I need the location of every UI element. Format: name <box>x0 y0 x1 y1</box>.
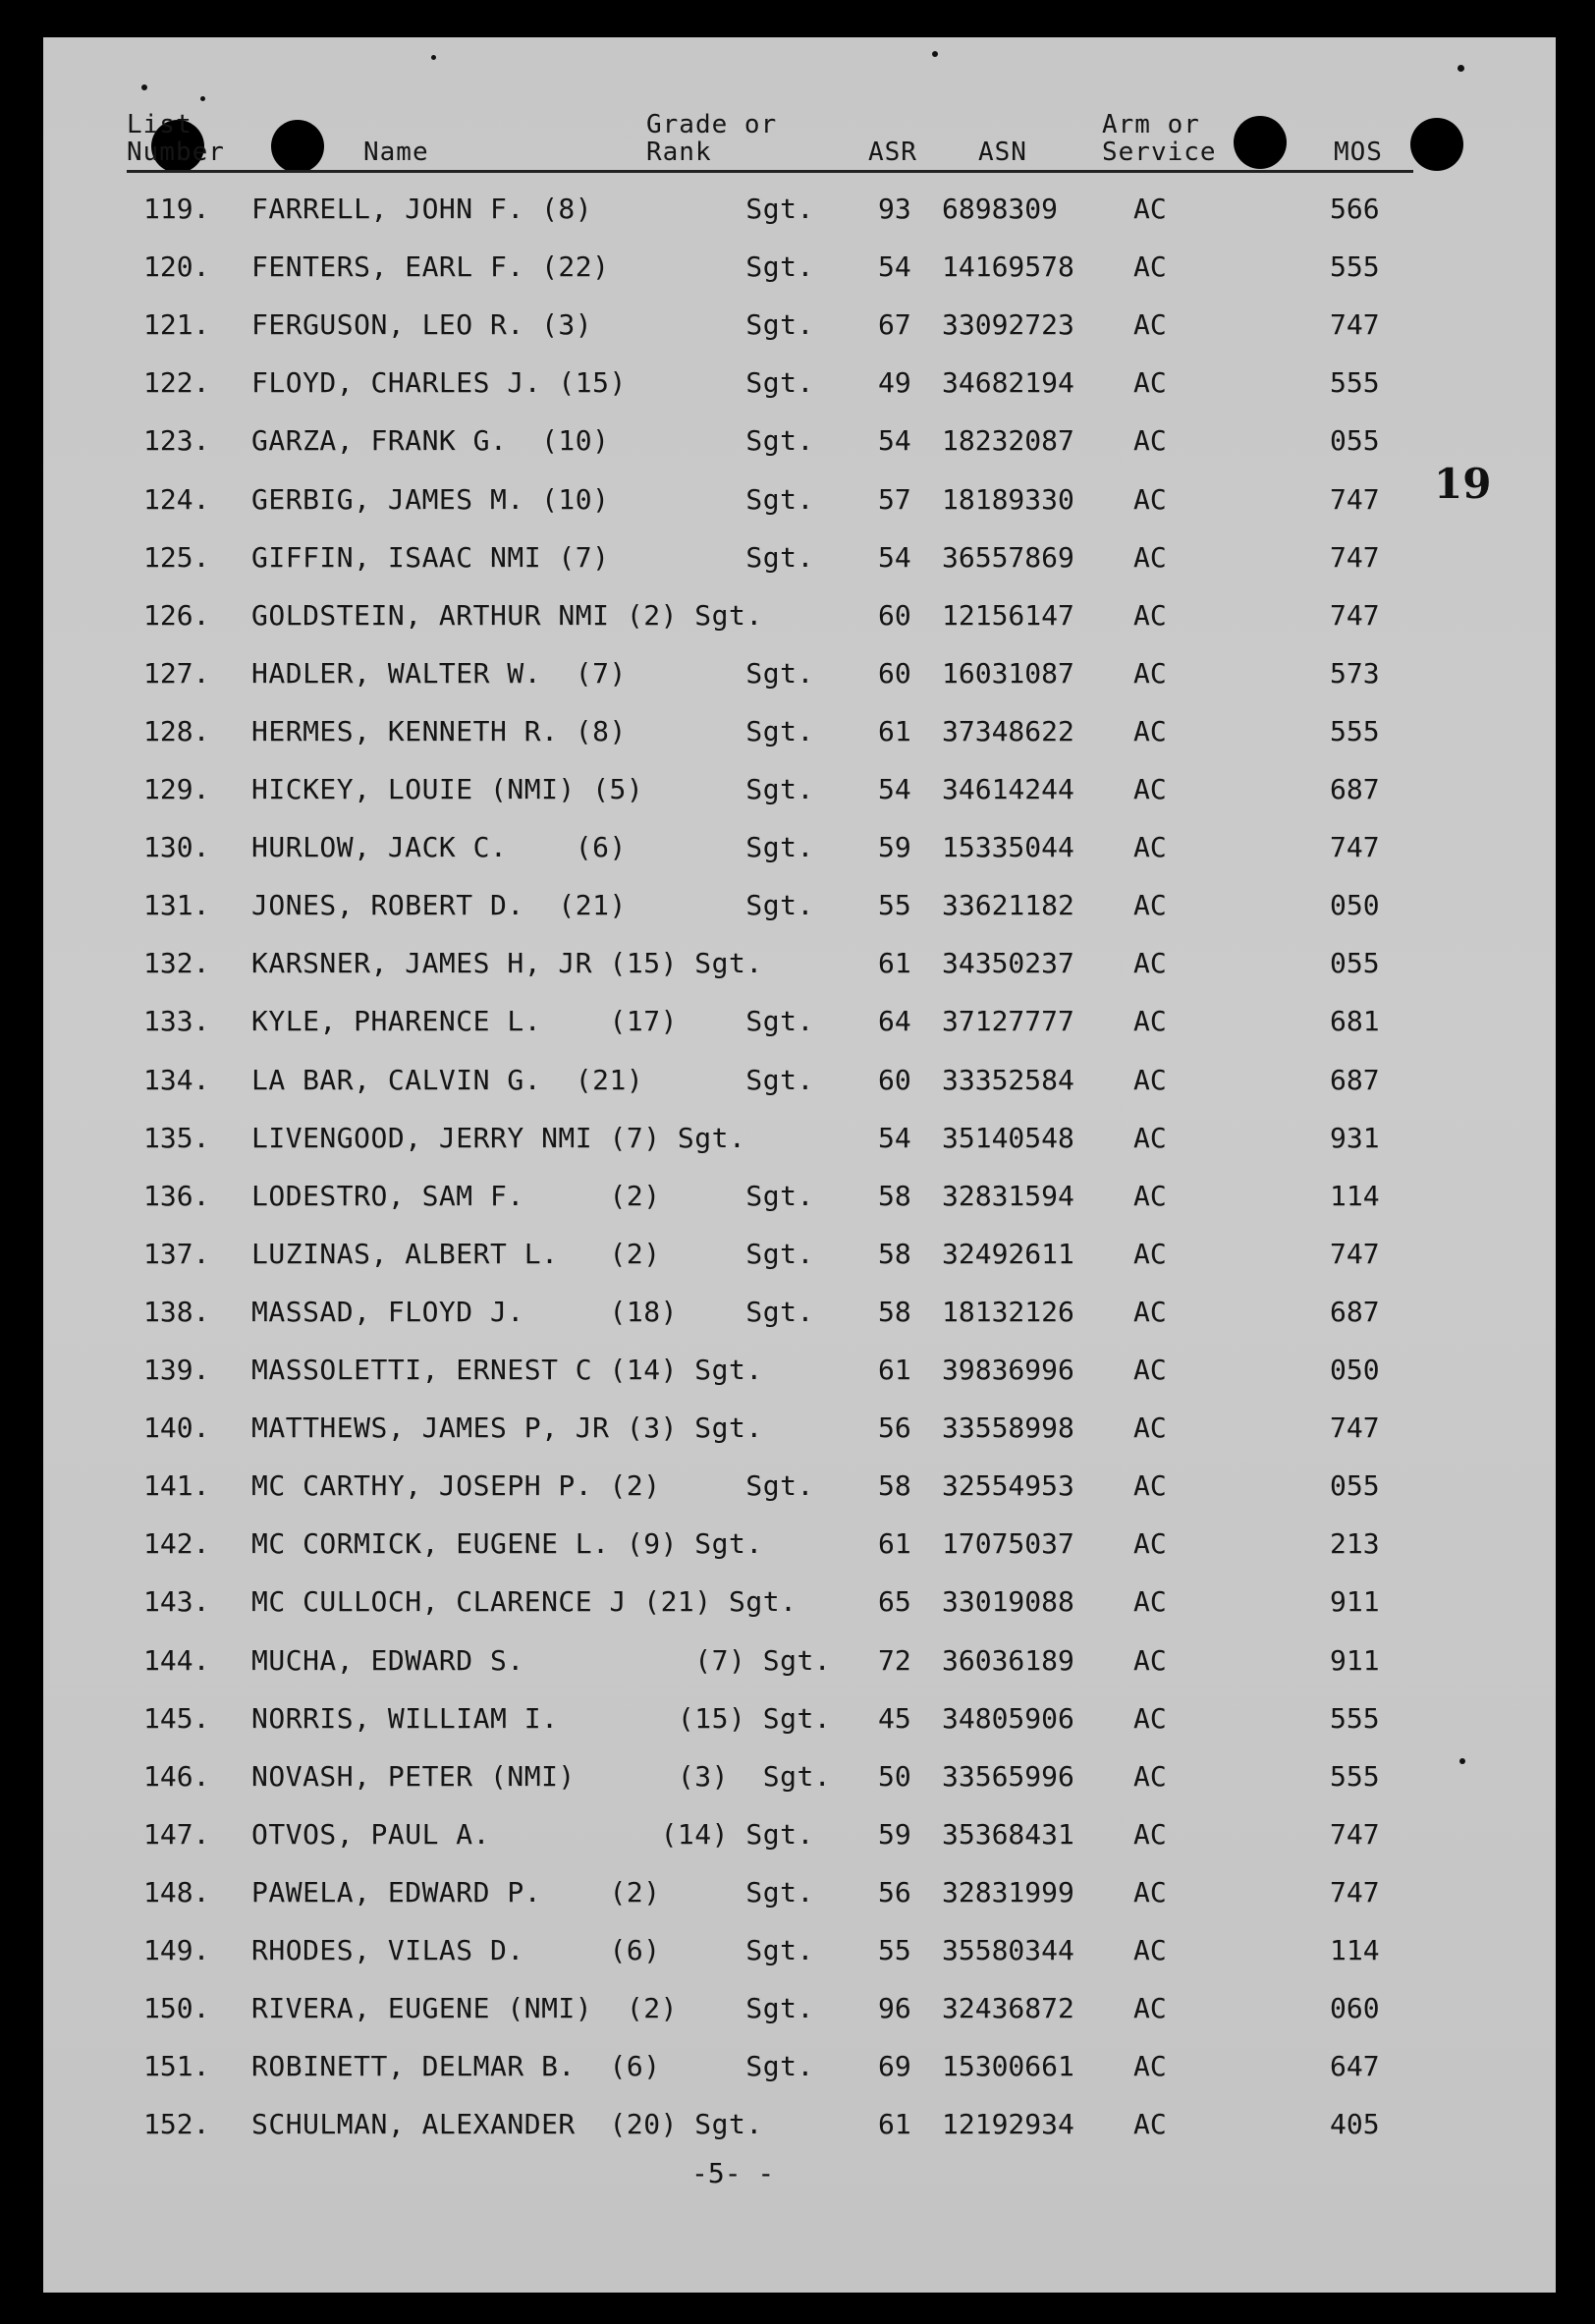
list-number: 145. <box>143 1701 210 1735</box>
asr-value: 59 <box>878 1817 911 1851</box>
asn-value: 32436872 <box>942 1992 1074 2025</box>
person-name-grade: FARRELL, JOHN F. (8) Sgt. <box>251 193 814 225</box>
asr-value: 61 <box>878 1527 911 1561</box>
arm-service: AC <box>1133 482 1167 516</box>
table-row <box>43 366 1556 406</box>
asn-value: 34350237 <box>942 947 1074 980</box>
person-name-grade: GARZA, FRANK G. (10) Sgt. <box>251 424 814 458</box>
table-row <box>43 1122 1556 1161</box>
header-rule <box>127 170 1413 173</box>
mos-code: 055 <box>1330 1469 1380 1503</box>
table-row <box>43 1064 1556 1103</box>
arm-service: AC <box>1133 1701 1167 1735</box>
arm-service: AC <box>1133 366 1167 400</box>
asr-value: 54 <box>878 773 911 805</box>
list-number: 134. <box>143 1063 210 1096</box>
arm-service: AC <box>1133 1585 1167 1619</box>
asn-value: 33092723 <box>942 308 1074 342</box>
table-row <box>43 1527 1556 1567</box>
header-arm-line1: Arm or <box>1102 110 1200 139</box>
asn-value: 32831999 <box>942 1875 1074 1909</box>
asr-value: 67 <box>878 308 911 342</box>
asr-value: 61 <box>878 714 911 747</box>
arm-service: AC <box>1133 1237 1167 1270</box>
person-name-grade: HICKEY, LOUIE (NMI) (5) Sgt. <box>251 773 814 805</box>
person-name-grade: NOVASH, PETER (NMI) (3) Sgt. <box>251 1759 832 1793</box>
asn-value: 15335044 <box>942 831 1074 864</box>
person-name-grade: FLOYD, CHARLES J. (15) Sgt. <box>251 366 814 400</box>
table-row <box>43 250 1556 290</box>
list-number: 148. <box>143 1875 210 1909</box>
asr-value: 96 <box>878 1992 911 2025</box>
asn-value: 37348622 <box>942 714 1074 747</box>
asn-value: 33565996 <box>942 1759 1074 1793</box>
person-name-grade: HADLER, WALTER W. (7) Sgt. <box>251 656 814 690</box>
list-number: 150. <box>143 1992 210 2025</box>
asr-value: 58 <box>878 1295 911 1328</box>
mos-code: 555 <box>1330 366 1380 400</box>
mos-code: 681 <box>1330 1005 1380 1038</box>
list-number: 128. <box>143 714 210 747</box>
person-name-grade: OTVOS, PAUL A. (14) Sgt. <box>251 1817 814 1851</box>
asn-value: 33019088 <box>942 1585 1074 1619</box>
arm-service: AC <box>1133 1005 1167 1038</box>
asn-value: 37127777 <box>942 1005 1074 1038</box>
table-row <box>43 1354 1556 1393</box>
arm-service: AC <box>1133 773 1167 805</box>
table-row <box>43 2108 1556 2147</box>
arm-service: AC <box>1133 1875 1167 1909</box>
asn-value: 18189330 <box>942 482 1074 516</box>
person-name-grade: SCHULMAN, ALEXANDER (20) Sgt. <box>251 2108 763 2141</box>
arm-service: AC <box>1133 714 1167 747</box>
arm-service: AC <box>1133 193 1167 225</box>
person-name-grade: MASSAD, FLOYD J. (18) Sgt. <box>251 1295 814 1328</box>
asr-value: 72 <box>878 1643 911 1677</box>
speck <box>1458 65 1464 72</box>
mos-code: 555 <box>1330 1701 1380 1735</box>
list-number: 124. <box>143 482 210 516</box>
table-row <box>43 193 1556 232</box>
mos-code: 213 <box>1330 1527 1380 1561</box>
person-name-grade: GIFFIN, ISAAC NMI (7) Sgt. <box>251 540 814 574</box>
table-row <box>43 1818 1556 1857</box>
person-name-grade: FERGUSON, LEO R. (3) Sgt. <box>251 308 814 342</box>
table-row <box>43 1760 1556 1799</box>
list-number: 122. <box>143 366 210 400</box>
table-row <box>43 308 1556 348</box>
arm-service: AC <box>1133 1469 1167 1503</box>
list-number: 143. <box>143 1585 210 1619</box>
arm-service: AC <box>1133 1179 1167 1212</box>
table-row <box>43 773 1556 812</box>
arm-service: AC <box>1133 1411 1167 1445</box>
header-list-number-line2: Number <box>127 138 225 167</box>
table-row <box>43 599 1556 638</box>
mos-code: 747 <box>1330 1237 1380 1270</box>
asr-value: 57 <box>878 482 911 516</box>
asn-value: 18132126 <box>942 1295 1074 1328</box>
person-name-grade: LIVENGOOD, JERRY NMI (7) Sgt. <box>251 1121 746 1154</box>
asr-value: 61 <box>878 947 911 980</box>
mos-code: 747 <box>1330 598 1380 632</box>
arm-service: AC <box>1133 947 1167 980</box>
arm-service: AC <box>1133 1354 1167 1386</box>
mos-code: 050 <box>1330 889 1380 922</box>
asn-value: 12192934 <box>942 2108 1074 2141</box>
mos-code: 050 <box>1330 1354 1380 1386</box>
mos-code: 687 <box>1330 1295 1380 1328</box>
asr-value: 58 <box>878 1179 911 1212</box>
asn-value: 35368431 <box>942 1817 1074 1851</box>
person-name-grade: KARSNER, JAMES H, JR (15) Sgt. <box>251 947 763 980</box>
asn-value: 33621182 <box>942 889 1074 922</box>
person-name-grade: MASSOLETTI, ERNEST C (14) Sgt. <box>251 1354 763 1386</box>
asn-value: 14169578 <box>942 250 1074 284</box>
document-page <box>43 37 1556 2293</box>
list-number: 137. <box>143 1237 210 1270</box>
mos-code: 405 <box>1330 2108 1380 2141</box>
arm-service: AC <box>1133 2050 1167 2083</box>
asr-value: 54 <box>878 1121 911 1154</box>
arm-service: AC <box>1133 1934 1167 1966</box>
table-row <box>43 1876 1556 1915</box>
person-name-grade: RIVERA, EUGENE (NMI) (2) Sgt. <box>251 1992 814 2025</box>
person-name-grade: MC CORMICK, EUGENE L. (9) Sgt. <box>251 1527 763 1561</box>
table-row <box>43 424 1556 464</box>
list-number: 129. <box>143 773 210 805</box>
asr-value: 45 <box>878 1701 911 1735</box>
table-row <box>43 1005 1556 1044</box>
person-name-grade: ROBINETT, DELMAR B. (6) Sgt. <box>251 2050 814 2083</box>
mos-code: 555 <box>1330 1759 1380 1793</box>
table-row <box>43 1180 1556 1219</box>
arm-service: AC <box>1133 1759 1167 1793</box>
header-asn: ASN <box>978 138 1027 167</box>
person-name-grade: LUZINAS, ALBERT L. (2) Sgt. <box>251 1237 814 1270</box>
table-row <box>43 657 1556 696</box>
person-name-grade: MC CULLOCH, CLARENCE J (21) Sgt. <box>251 1585 798 1619</box>
asr-value: 56 <box>878 1411 911 1445</box>
person-name-grade: MC CARTHY, JOSEPH P. (2) Sgt. <box>251 1469 814 1503</box>
mos-code: 747 <box>1330 1817 1380 1851</box>
asr-value: 69 <box>878 2050 911 2083</box>
person-name-grade: PAWELA, EDWARD P. (2) Sgt. <box>251 1875 814 1909</box>
mos-code: 747 <box>1330 482 1380 516</box>
list-number: 119. <box>143 193 210 225</box>
speck <box>932 51 938 57</box>
list-number: 136. <box>143 1179 210 1212</box>
mos-code: 687 <box>1330 1063 1380 1096</box>
list-number: 127. <box>143 656 210 690</box>
table-row <box>43 889 1556 928</box>
table-row <box>43 1296 1556 1335</box>
speck <box>431 55 436 60</box>
list-number: 142. <box>143 1527 210 1561</box>
asr-value: 65 <box>878 1585 911 1619</box>
arm-service: AC <box>1133 424 1167 458</box>
person-name-grade: MATTHEWS, JAMES P, JR (3) Sgt. <box>251 1411 763 1445</box>
table-row <box>43 541 1556 581</box>
asn-value: 32554953 <box>942 1469 1074 1503</box>
header-name: Name <box>363 138 429 167</box>
person-name-grade: LA BAR, CALVIN G. (21) Sgt. <box>251 1063 814 1096</box>
mos-code: 931 <box>1330 1121 1380 1154</box>
mos-code: 747 <box>1330 540 1380 574</box>
header-grade-line2: Rank <box>646 138 712 167</box>
list-number: 152. <box>143 2108 210 2141</box>
asn-value: 35580344 <box>942 1934 1074 1966</box>
arm-service: AC <box>1133 598 1167 632</box>
list-number: 130. <box>143 831 210 864</box>
asr-value: 54 <box>878 424 911 458</box>
table-row <box>43 1238 1556 1277</box>
list-number: 151. <box>143 2050 210 2083</box>
person-name-grade: NORRIS, WILLIAM I. (15) Sgt. <box>251 1701 832 1735</box>
mos-code: 687 <box>1330 773 1380 805</box>
list-number: 149. <box>143 1934 210 1966</box>
list-number: 138. <box>143 1295 210 1328</box>
table-row <box>43 947 1556 986</box>
asn-value: 15300661 <box>942 2050 1074 2083</box>
table-row <box>43 1992 1556 2031</box>
asn-value: 36557869 <box>942 540 1074 574</box>
arm-service: AC <box>1133 540 1167 574</box>
asr-value: 59 <box>878 831 911 864</box>
asn-value: 16031087 <box>942 656 1074 690</box>
mos-code: 114 <box>1330 1934 1380 1966</box>
person-name-grade: FENTERS, EARL F. (22) Sgt. <box>251 250 814 284</box>
mos-code: 747 <box>1330 1875 1380 1909</box>
list-number: 131. <box>143 889 210 922</box>
mos-code: 055 <box>1330 947 1380 980</box>
table-row <box>43 1644 1556 1684</box>
asn-value: 32492611 <box>942 1237 1074 1270</box>
asn-value: 35140548 <box>942 1121 1074 1154</box>
list-number: 147. <box>143 1817 210 1851</box>
arm-service: AC <box>1133 1527 1167 1561</box>
asn-value: 6898309 <box>942 193 1059 225</box>
person-name-grade: RHODES, VILAS D. (6) Sgt. <box>251 1934 814 1966</box>
asr-value: 50 <box>878 1759 911 1793</box>
mos-code: 573 <box>1330 656 1380 690</box>
list-number: 133. <box>143 1005 210 1038</box>
arm-service: AC <box>1133 656 1167 690</box>
list-number: 123. <box>143 424 210 458</box>
person-name-grade: GOLDSTEIN, ARTHUR NMI (2) Sgt. <box>251 598 763 632</box>
asr-value: 60 <box>878 656 911 690</box>
header-arm-line2: Service <box>1102 138 1217 167</box>
person-name-grade: HURLOW, JACK C. (6) Sgt. <box>251 831 814 864</box>
punch-hole-right <box>1234 116 1287 169</box>
header-grade-line1: Grade or <box>646 110 778 139</box>
asn-value: 32831594 <box>942 1179 1074 1212</box>
header-asr: ASR <box>868 138 917 167</box>
speck <box>200 96 205 101</box>
asr-value: 61 <box>878 1354 911 1386</box>
table-row <box>43 483 1556 523</box>
asn-value: 18232087 <box>942 424 1074 458</box>
mos-code: 747 <box>1330 308 1380 342</box>
list-number: 146. <box>143 1759 210 1793</box>
asr-value: 55 <box>878 889 911 922</box>
punch-hole-far-right <box>1410 118 1463 171</box>
arm-service: AC <box>1133 1063 1167 1096</box>
asr-value: 58 <box>878 1237 911 1270</box>
arm-service: AC <box>1133 2108 1167 2141</box>
list-number: 132. <box>143 947 210 980</box>
asr-value: 64 <box>878 1005 911 1038</box>
table-row <box>43 2050 1556 2089</box>
list-number: 125. <box>143 540 210 574</box>
arm-service: AC <box>1133 1121 1167 1154</box>
asn-value: 34682194 <box>942 366 1074 400</box>
mos-code: 566 <box>1330 193 1380 225</box>
arm-service: AC <box>1133 1295 1167 1328</box>
arm-service: AC <box>1133 889 1167 922</box>
list-number: 139. <box>143 1354 210 1386</box>
person-name-grade: KYLE, PHARENCE L. (17) Sgt. <box>251 1005 814 1038</box>
person-name-grade: JONES, ROBERT D. (21) Sgt. <box>251 889 814 922</box>
list-number: 121. <box>143 308 210 342</box>
asn-value: 34614244 <box>942 773 1074 805</box>
page-footer: -5- - <box>691 2157 775 2189</box>
speck <box>141 84 147 90</box>
header-mos: MOS <box>1334 138 1383 167</box>
asr-value: 54 <box>878 540 911 574</box>
mos-code: 555 <box>1330 250 1380 284</box>
list-number: 135. <box>143 1121 210 1154</box>
arm-service: AC <box>1133 831 1167 864</box>
list-number: 140. <box>143 1411 210 1445</box>
list-number: 141. <box>143 1469 210 1503</box>
list-number: 126. <box>143 598 210 632</box>
table-row <box>43 1469 1556 1509</box>
mos-code: 555 <box>1330 714 1380 747</box>
mos-code: 647 <box>1330 2050 1380 2083</box>
arm-service: AC <box>1133 308 1167 342</box>
mos-code: 911 <box>1330 1585 1380 1619</box>
mos-code: 055 <box>1330 424 1380 458</box>
arm-service: AC <box>1133 1817 1167 1851</box>
margin-page-number: 19 <box>1434 460 1492 508</box>
asr-value: 56 <box>878 1875 911 1909</box>
list-number: 120. <box>143 250 210 284</box>
asr-value: 58 <box>878 1469 911 1503</box>
asn-value: 33352584 <box>942 1063 1074 1096</box>
mos-code: 114 <box>1330 1179 1380 1212</box>
arm-service: AC <box>1133 1643 1167 1677</box>
asn-value: 39836996 <box>942 1354 1074 1386</box>
asr-value: 54 <box>878 250 911 284</box>
table-row <box>43 1411 1556 1451</box>
asn-value: 12156147 <box>942 598 1074 632</box>
asr-value: 49 <box>878 366 911 400</box>
table-row <box>43 831 1556 870</box>
arm-service: AC <box>1133 1992 1167 2025</box>
table-row <box>43 1702 1556 1742</box>
person-name-grade: LODESTRO, SAM F. (2) Sgt. <box>251 1179 814 1212</box>
asr-value: 61 <box>878 2108 911 2141</box>
header-list-number-line1: List <box>127 110 192 139</box>
mos-code: 747 <box>1330 831 1380 864</box>
person-name-grade: HERMES, KENNETH R. (8) Sgt. <box>251 714 814 747</box>
asr-value: 93 <box>878 193 911 225</box>
person-name-grade: GERBIG, JAMES M. (10) Sgt. <box>251 482 814 516</box>
asn-value: 17075037 <box>942 1527 1074 1561</box>
asn-value: 34805906 <box>942 1701 1074 1735</box>
mos-code: 911 <box>1330 1643 1380 1677</box>
asn-value: 33558998 <box>942 1411 1074 1445</box>
list-number: 144. <box>143 1643 210 1677</box>
mos-code: 747 <box>1330 1411 1380 1445</box>
arm-service: AC <box>1133 250 1167 284</box>
asn-value: 36036189 <box>942 1643 1074 1677</box>
asr-value: 60 <box>878 1063 911 1096</box>
asr-value: 60 <box>878 598 911 632</box>
mos-code: 060 <box>1330 1992 1380 2025</box>
table-row <box>43 1934 1556 1973</box>
table-row <box>43 1585 1556 1625</box>
punch-hole-center <box>271 120 324 173</box>
person-name-grade: MUCHA, EDWARD S. (7) Sgt. <box>251 1643 832 1677</box>
table-row <box>43 715 1556 754</box>
asr-value: 55 <box>878 1934 911 1966</box>
